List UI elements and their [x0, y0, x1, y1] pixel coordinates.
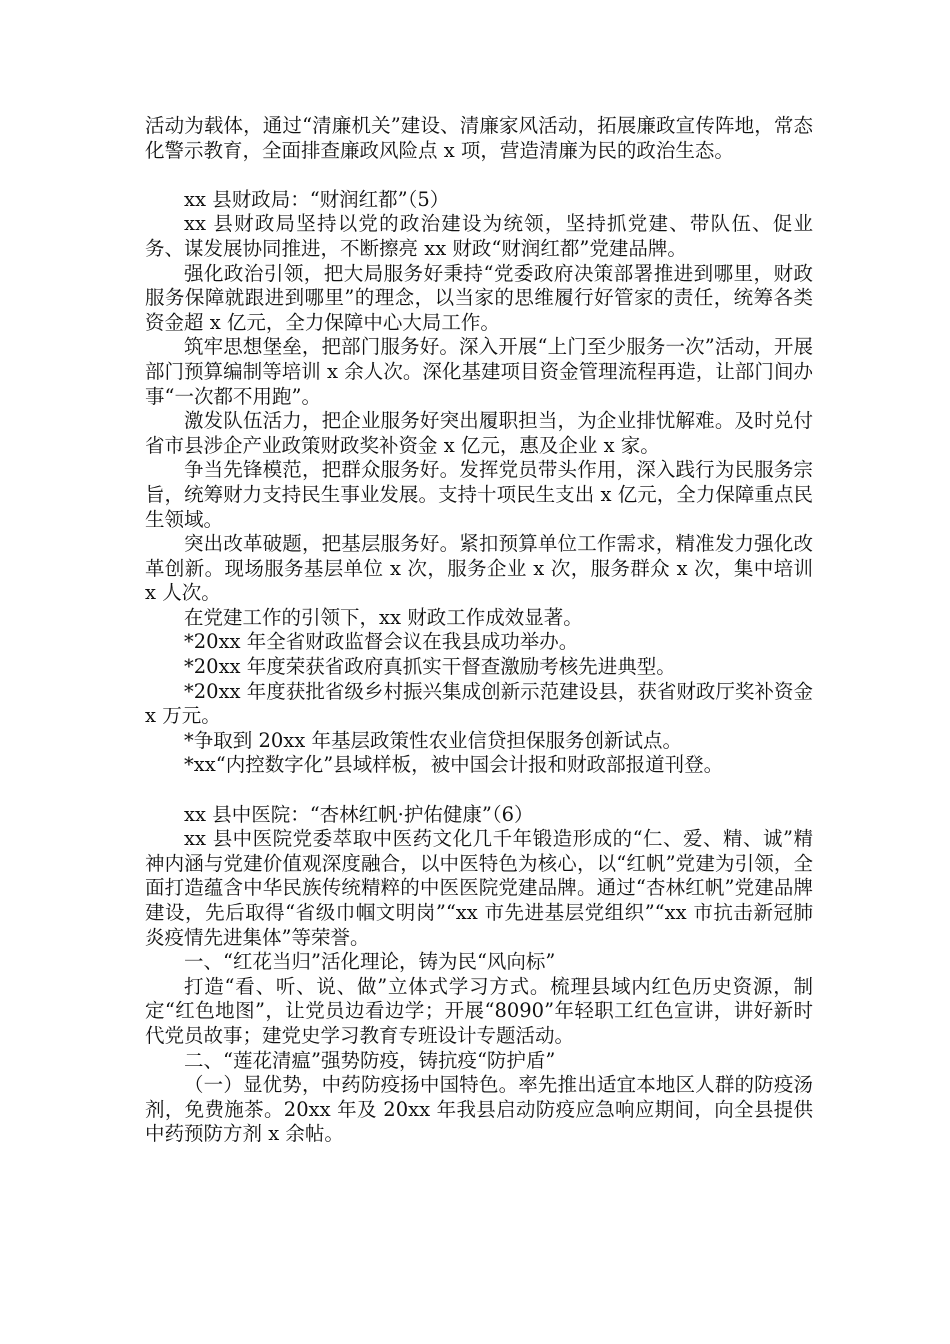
- document-page: [145, 114, 813, 1147]
- finance-paragraph-1: 强化政治引领，把大局服务好秉持“党委政府决策部署推进到哪里，财政服务保障就跟进到哪里”的理念，以当家的思维履行好管家的责任，统筹各类资金超 x 亿元，全力保障中心大局工作。: [145, 261, 813, 334]
- hospital-section-title: xx 县中医院：“杏林红帆·护佑健康”（6）: [184, 802, 534, 826]
- hospital-heading-1: 一、“红花当归”活化理论，铸为民“风向标”: [184, 950, 556, 974]
- finance-paragraph-2: 筑牢思想堡垒，把部门服务好。深入开展“上门至少服务一次”活动，开展部门预算编制等培训 x 余人次。深化基建项目资金管理流程再造，让部门间办事“一次都不用跑”。: [145, 335, 813, 408]
- hospital-paragraph-1: 打造“看、听、说、做”立体式学习方式。梳理县域内红色历史资源，制定“红色地图”，让党员边看边学；开展“8090”年轻职工红色宣讲，讲好新时代党员故事；建党史学习教育专班设计专题活动。: [145, 974, 813, 1047]
- hospital-heading-2: 二、“莲花清瘟”强势防疫，铸抗疫“防护盾”: [184, 1048, 556, 1072]
- finance-paragraph-6: 在党建工作的引领下，xx 财政工作成效显著。: [184, 605, 583, 629]
- finance-achievement-2: *20xx 年度荣获省政府真抓实干督查激励考核先进典型。: [184, 655, 676, 679]
- finance-intro-paragraph: xx 县财政局坚持以党的政治建设为统领，坚持抓党建、带队伍、促业务、谋发展协同推进，不断擦亮 xx 财政“财润红都”党建品牌。: [145, 212, 813, 260]
- finance-paragraph-5: 突出改革破题，把基层服务好。紧扣预算单位工作需求，精准发力强化改革创新。现场服务基层单位 x 次，服务企业 x 次，服务群众 x 次，集中培训 x 人次。: [145, 532, 813, 605]
- finance-achievement-3: *20xx 年度获批省级乡村振兴集成创新示范建设县，获省财政厅奖补资金 x 万元。: [145, 679, 813, 728]
- hospital-intro-paragraph: xx 县中医院党委萃取中医药文化几千年锻造形成的“仁、爱、精、诚”精神内涵与党建价值观深度融合，以中医特色为核心，以“红帆”党建为引领，全面打造蕴含中华民族传统精粹的中医医院党建品牌。通过“杏林红帆”党建品牌建设，先后取得“省级巾帼文明岗”“xx 市先进基层党组织”“xx 市抗击新冠肺炎疫情先进集体”等荣誉。: [145, 827, 813, 949]
- finance-achievement-1: *20xx 年全省财政监督会议在我县成功举办。: [184, 630, 579, 654]
- finance-achievement-5: *xx“内控数字化”县域样板，被中国会计报和财政部报道刊登。: [184, 753, 724, 777]
- finance-paragraph-3: 激发队伍活力，把企业服务好突出履职担当，为企业排忧解难。及时兑付省市县涉企产业政策财政奖补资金 x 亿元，惠及企业 x 家。: [145, 409, 813, 457]
- hospital-paragraph-2: （一）显优势，中药防疫扬中国特色。率先推出适宜本地区人群的防疫汤剂，免费施茶。20xx 年及 20xx 年我县启动防疫应急响应期间，向全县提供中药预防方剂 x 余帖。: [145, 1073, 813, 1146]
- finance-achievement-4: *争取到 20xx 年基层政策性农业信贷担保服务创新试点。: [184, 728, 682, 752]
- intro-continuation: 活动为载体，通过“清廉机关”建设、清廉家风活动，拓展廉政宣传阵地，常态化警示教育，全面排查廉政风险点 x 项，营造清廉为民的政治生态。: [145, 114, 813, 162]
- finance-paragraph-4: 争当先锋模范，把群众服务好。发挥党员带头作用，深入践行为民服务宗旨，统筹财力支持民生事业发展。支持十项民生支出 x 亿元，全力保障重点民生领域。: [145, 458, 813, 531]
- finance-section-title: xx 县财政局：“财润红都”（5）: [184, 187, 450, 211]
